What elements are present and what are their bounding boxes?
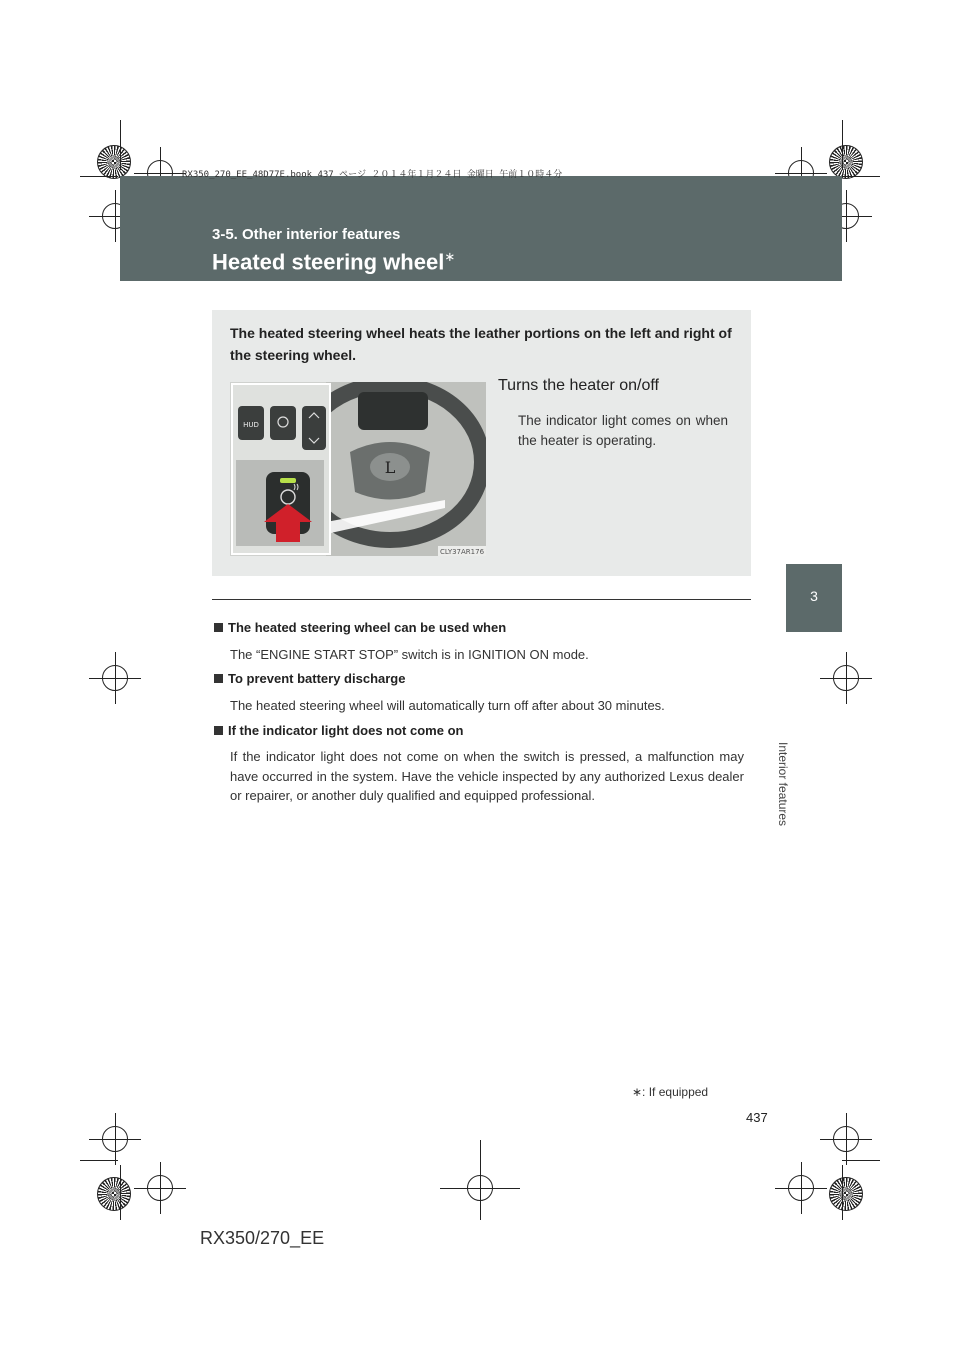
page-title-text: Heated steering wheel — [212, 249, 445, 275]
section-label: 3-5. Other interior features — [212, 226, 401, 243]
bullet-square-icon — [214, 623, 223, 632]
section-divider — [212, 599, 751, 600]
hud-button-label: HUD — [243, 421, 259, 429]
note-body: The “ENGINE START STOP” switch is in IGNITION ON mode. — [230, 647, 589, 662]
footnote: ∗: If equipped — [632, 1085, 709, 1099]
note-body: The heated steering wheel will automatically turn off after about 30 minutes. — [230, 698, 665, 713]
bullet-square-icon — [214, 674, 223, 683]
model-code: RX350/270_EE — [200, 1228, 325, 1248]
crop-line — [842, 1160, 880, 1161]
chapter-number: 3 — [810, 588, 818, 604]
intro-text: The heated steering wheel heats the leather portions on the left and right of the steering wheel. — [230, 325, 732, 363]
registration-rosette — [829, 1177, 863, 1211]
registration-mark — [147, 1175, 173, 1201]
registration-mark — [102, 1126, 128, 1152]
chapter-label-text: Interior features — [776, 742, 790, 827]
image-code: CLY37AR176 — [439, 548, 485, 556]
registration-mark — [833, 665, 859, 691]
callout-description: The indicator light comes on when the heater is operating. — [518, 413, 728, 448]
registration-rosette — [97, 145, 131, 179]
indicator-light — [280, 478, 296, 483]
crop-line — [440, 1188, 520, 1189]
crop-line — [80, 1160, 118, 1161]
crop-line — [80, 176, 118, 177]
dashboard-photo — [230, 382, 486, 556]
note-body: If the indicator light does not come on when the switch is pressed, a malfunction may have occurred in the system. Have the vehicle inspected by any authorized Lexus dealer or repairer, or another duly qualified and equipped professional. — [230, 749, 744, 803]
crop-line — [842, 120, 843, 170]
registration-mark — [102, 665, 128, 691]
crop-line — [480, 1140, 481, 1220]
note-heading — [214, 671, 405, 686]
dashboard-illustration — [230, 382, 486, 556]
note-heading-text: If the indicator light does not come on — [228, 723, 464, 738]
note-heading — [214, 620, 506, 635]
page-title — [212, 249, 455, 275]
crop-line — [120, 120, 121, 170]
note-heading-text: The heated steering wheel can be used when — [228, 620, 507, 635]
page-number: 437 — [746, 1110, 768, 1125]
crop-line — [120, 1165, 121, 1220]
file-stamp: RX350_270_EE_48D77E.book 437 ページ ２０１４年１月２４日 金曜日 午前１０時４分 — [182, 170, 563, 180]
callout-title: Turns the heater on/off — [498, 377, 659, 394]
equipped-mark: ∗ — [444, 249, 456, 264]
registration-mark — [788, 1175, 814, 1201]
note-heading-text: To prevent battery discharge — [228, 671, 406, 686]
bullet-square-icon — [214, 726, 223, 735]
chapter-label — [776, 640, 808, 827]
registration-rosette — [97, 1177, 131, 1211]
registration-rosette — [829, 145, 863, 179]
crop-line — [842, 176, 880, 177]
registration-mark — [833, 1126, 859, 1152]
note-heading — [214, 723, 463, 738]
svg-text:L: L — [384, 458, 396, 477]
crop-line — [842, 1165, 843, 1220]
